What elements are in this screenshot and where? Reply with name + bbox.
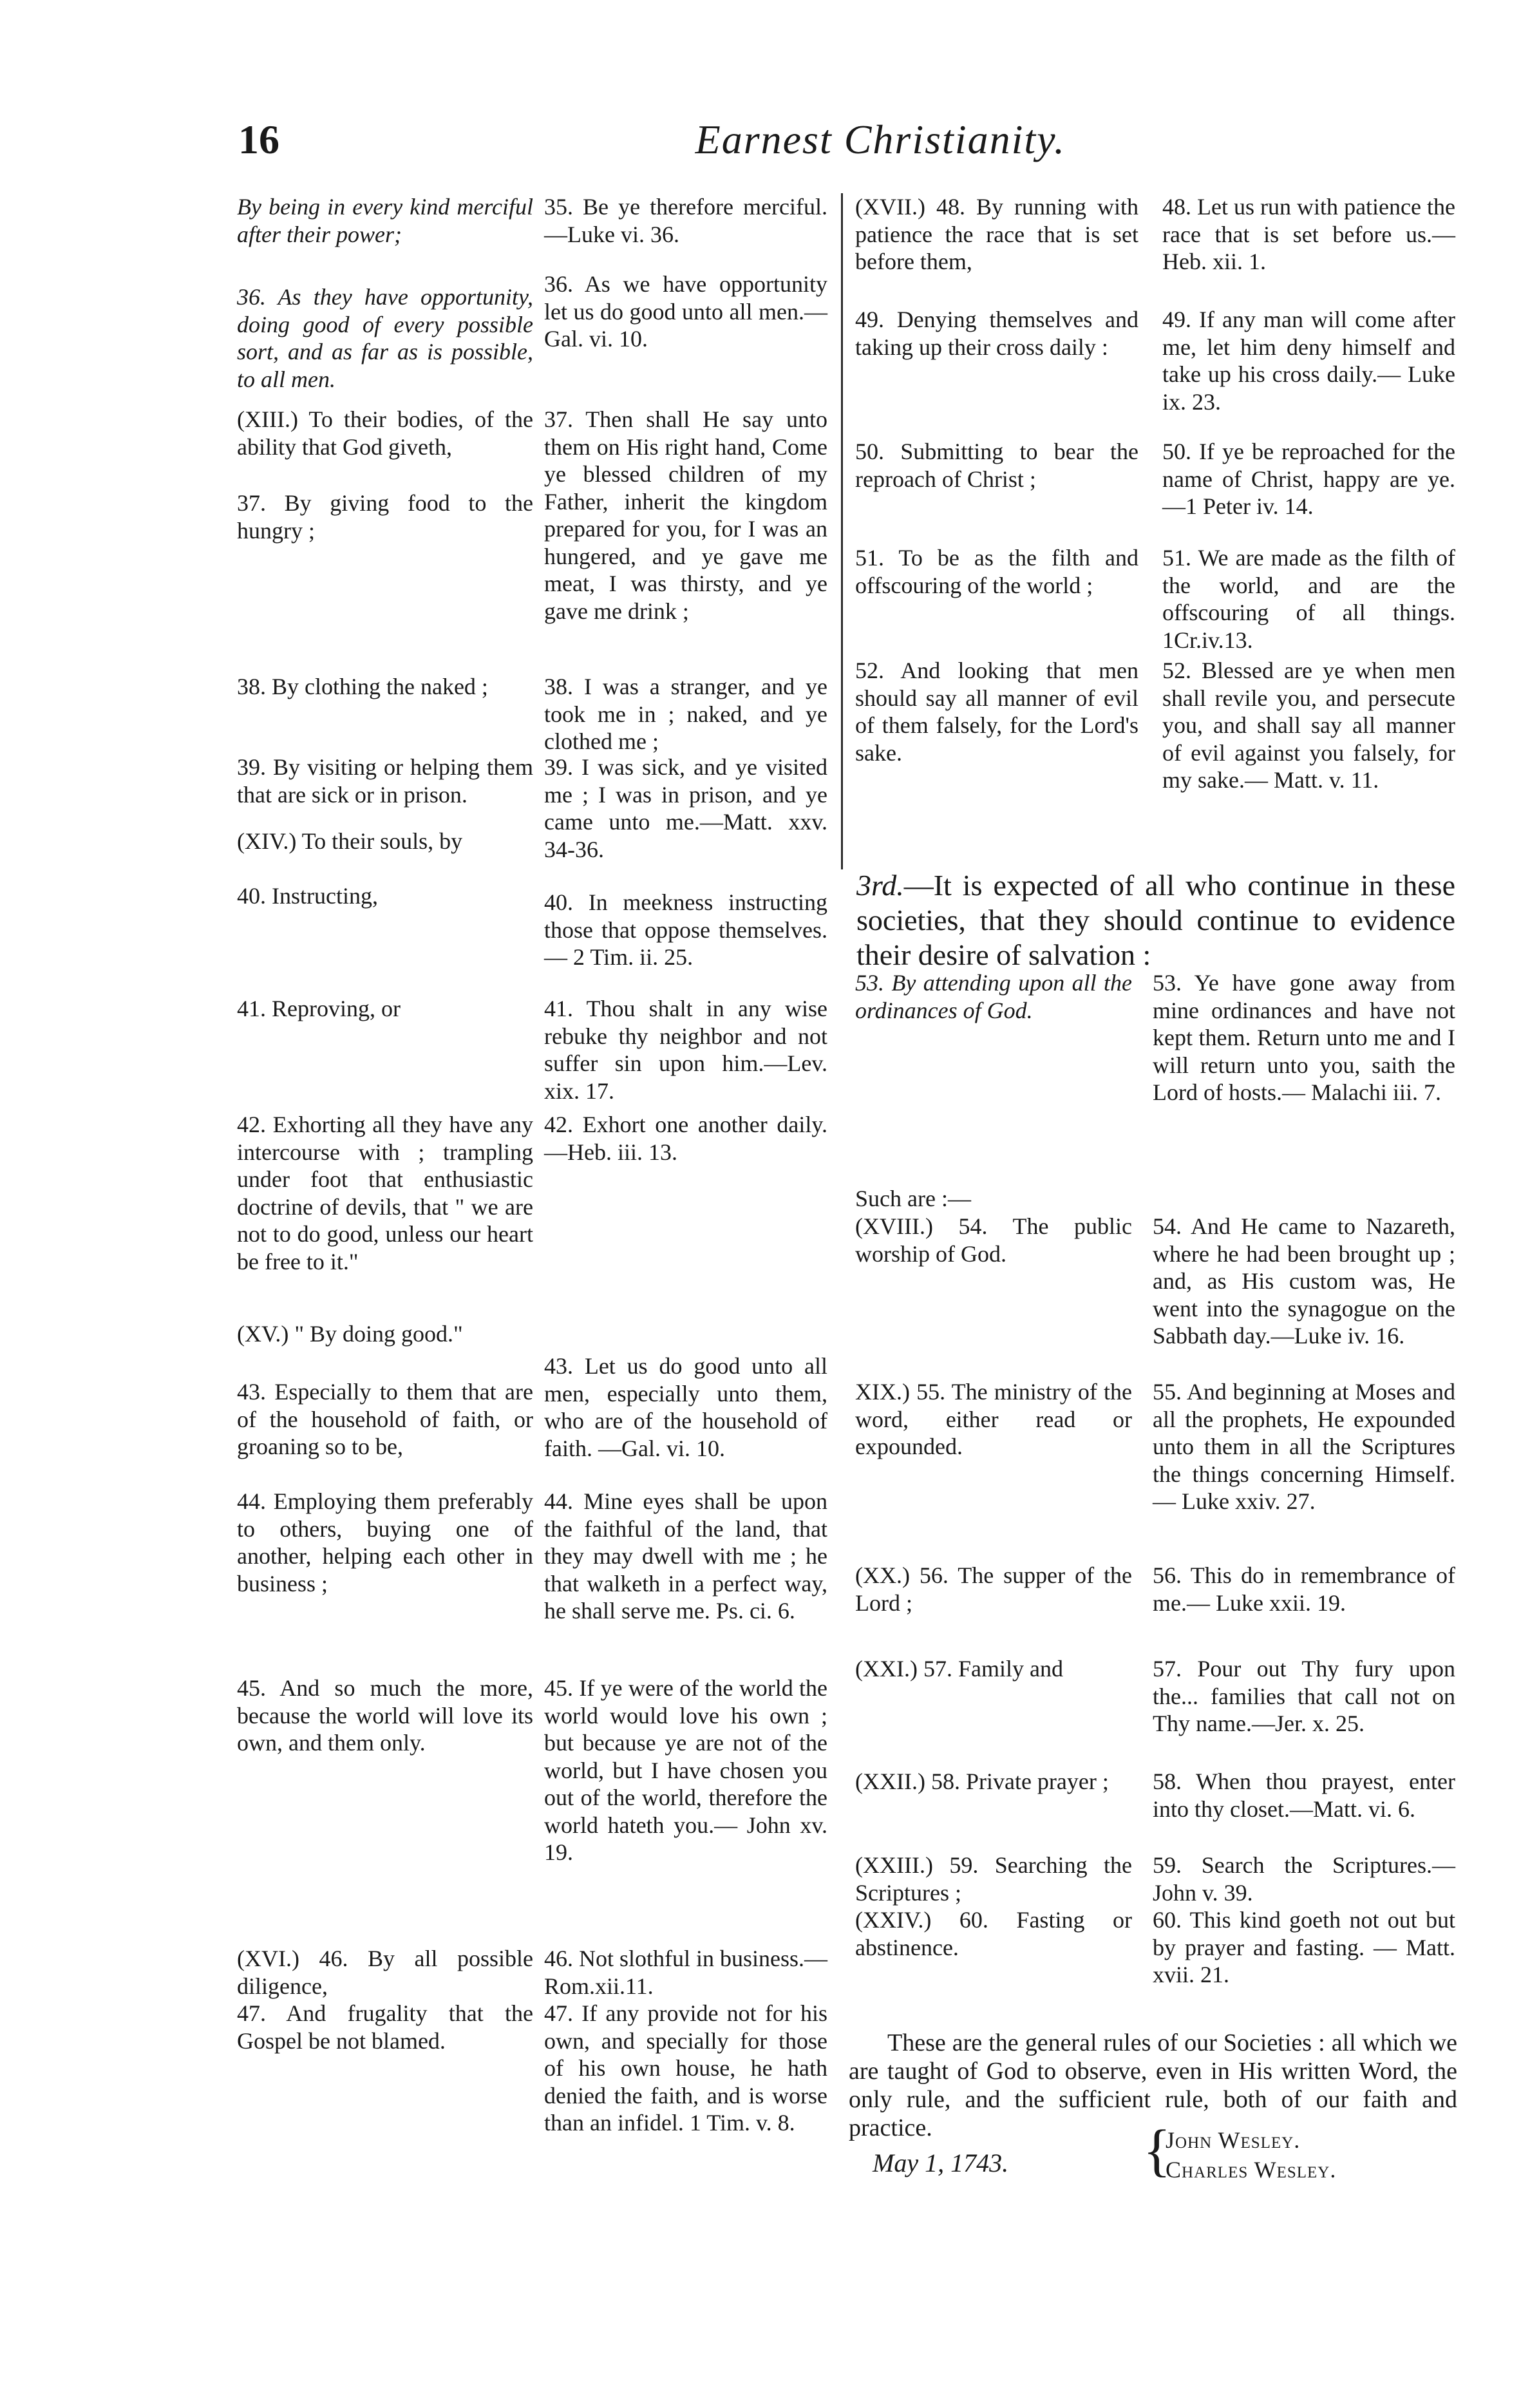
rule-entry: 36. As they have opportunity, doing good of every possible sort, and as far as is possible, to all men. <box>237 284 533 392</box>
signatories <box>1166 2125 1336 2185</box>
scripture-entry: 35. Be ye therefore merciful.—Luke vi. 36. <box>544 194 827 247</box>
rule-entry: 42. Exhorting all they have any intercourse with ; trampling under foot that enthusiastic doctrine of devils, that " we are not to do good, unless our heart be free to it." <box>237 1112 533 1275</box>
scripture-entry: 56. This do in remembrance of me.— Luke xxii. 19. <box>1153 1562 1455 1616</box>
scripture-entry: 47. If any provide not for his own, and specially for those of his own house, he hath denied the faith, and is worse than an infidel. 1 Tim. v. 8. <box>544 2000 827 2136</box>
rule-entry: (XXIV.) 60. Fasting or abstinence. <box>855 1907 1132 1960</box>
section-number: 3rd. <box>856 869 904 902</box>
rule-entry: 43. Especially to them that are of the household of faith, or groaning so to be, <box>237 1379 533 1459</box>
scripture-entry: 38. I was a stranger, and ye took me in ; naked, and ye clothed me ; <box>544 674 827 754</box>
rule-entry: 52. And looking that men should say all manner of evil of them falsely, for the Lord's sake. <box>855 658 1138 766</box>
rule-entry: Such are :— <box>855 1186 971 1211</box>
rule-entry: 37. By giving food to the hungry ; <box>237 490 533 544</box>
scripture-entry: 53. Ye have gone away from mine ordinances and have not kept them. Return unto me and I will return unto you, saith the Lord of hosts.— Malachi iii. 7. <box>1153 970 1455 1105</box>
running-title: Earnest Christianity. <box>695 117 1066 162</box>
rule-entry: (XIV.) To their souls, by <box>237 828 463 854</box>
rule-entry: By being in every kind merciful after their power; <box>237 194 533 247</box>
rule-entry: (XIII.) To their bodies, of the ability that God giveth, <box>237 406 533 460</box>
rule-entry: (XXII.) 58. Private prayer ; <box>855 1768 1109 1794</box>
rule-entry: (XVI.) 46. By all possible diligence, <box>237 1946 533 1999</box>
scripture-entry: 36. As we have opportunity let us do good unto all men.—Gal. vi. 10. <box>544 271 827 352</box>
signature-date: May 1, 1743. <box>873 2148 1009 2177</box>
rule-entry: 51. To be as the filth and offscouring of the world ; <box>855 545 1138 598</box>
scripture-entry: 41. Thou shalt in any wise rebuke thy neighbor and not suffer sin upon him.—Lev. xix. 17. <box>544 996 827 1104</box>
rule-entry: 38. By clothing the naked ; <box>237 674 488 699</box>
scripture-entry: 57. Pour out Thy fury upon the... families that call not on Thy name.—Jer. x. 25. <box>1153 1656 1455 1736</box>
rule-entry: (XX.) 56. The supper of the Lord ; <box>855 1562 1132 1616</box>
rule-entry: 41. Reproving, or <box>237 996 401 1021</box>
rule-entry: (XVIII.) 54. The public worship of God. <box>855 1213 1132 1267</box>
scripture-entry: 58. When thou prayest, enter into thy closet.—Matt. vi. 6. <box>1153 1768 1455 1822</box>
scripture-entry: 59. Search the Scriptures.—John v. 39. <box>1153 1852 1455 1906</box>
scripture-entry: 46. Not slothful in business.—Rom.xii.11. <box>544 1946 828 1999</box>
rule-entry: 49. Denying themselves and taking up their cross daily : <box>855 307 1138 360</box>
rule-entry: 39. By visiting or helping them that are sick or in prison. <box>237 754 533 808</box>
rule-entry: (XV.) " By doing good." <box>237 1321 463 1347</box>
scripture-entry: 44. Mine eyes shall be upon the faithful of the land, that they may dwell with me ; he that walketh in a perfect way, he shall serve me. Ps. ci. 6. <box>544 1488 827 1624</box>
scripture-entry: 37. Then shall He say unto them on His right hand, Come ye blessed children of my Father, inherit the kingdom prepared for you, for I was an hungered, and ye gave me meat, I was thirsty, and ye gave me drink ; <box>544 406 827 624</box>
signatory-name: Charles Wesley. <box>1166 2157 1337 2183</box>
rule-entry: 45. And so much the more, because the world will love its own, and them only. <box>237 1675 533 1756</box>
rule-entry: 47. And frugality that the Gospel be not blamed. <box>237 2000 533 2054</box>
scripture-entry: 52. Blessed are ye when men shall revile you, and persecute you, and shall say all manner of evil against you falsely, for my sake.— Matt. v. 11. <box>1162 658 1455 793</box>
page-number: 16 <box>238 117 279 162</box>
rule-entry: 53. By attending upon all the ordinances of God. <box>855 970 1132 1023</box>
rule-entry: 44. Employing them preferably to others, buying one of another, helping each other in business ; <box>237 1488 533 1597</box>
scripture-entry: 51. We are made as the filth of the world, and are the offscouring of all things. 1Cr.iv.13. <box>1162 545 1455 653</box>
rule-entry: (XVII.) 48. By running with patience the race that is set before them, <box>855 194 1138 274</box>
page-header <box>238 116 1066 174</box>
section-heading <box>856 868 1455 972</box>
rule-entry: 40. Instructing, <box>237 883 378 909</box>
signature-brace: { <box>1143 2119 1171 2183</box>
scripture-entry: 42. Exhort one another daily.—Heb. iii. 13. <box>544 1112 827 1165</box>
rule-entry: 50. Submitting to bear the reproach of Christ ; <box>855 439 1138 492</box>
column-divider <box>841 193 843 869</box>
rule-entry: (XXIII.) 59. Searching the Scriptures ; <box>855 1852 1132 1906</box>
scripture-entry: 39. I was sick, and ye visited me ; I was in prison, and ye came unto me.—Matt. xxv. 34-36. <box>544 754 827 862</box>
scripture-entry: 43. Let us do good unto all men, especially unto them, who are of the household of faith. —Gal. vi. 10. <box>544 1353 827 1461</box>
scripture-entry: 48. Let us run with patience the race that is set before us.—Heb. xii. 1. <box>1162 194 1455 274</box>
scripture-entry: 60. This kind goeth not out but by prayer and fasting. — Matt. xvii. 21. <box>1153 1907 1455 1987</box>
scripture-entry: 40. In meekness instructing those that oppose themselves. — 2 Tim. ii. 25. <box>544 889 827 970</box>
section-heading-text: —It is expected of all who continue in these societies, that they should continue to evidence their desire of salvation : <box>856 869 1455 971</box>
scripture-entry: 45. If ye were of the world the world would love his own ; but because ye are not of the world, but I have chosen you out of the world, therefore the world hateth you.— John xv. 19. <box>544 1675 827 1865</box>
rule-entry: XIX.) 55. The ministry of the word, either read or expounded. <box>855 1379 1132 1459</box>
signatory-name: John Wesley. <box>1166 2127 1301 2153</box>
closing-paragraph: These are the general rules of our Societies : all which we are taught of God to observe, even in His written Word, the only rule, and the sufficient rule, both of our faith and practice. <box>849 2029 1457 2141</box>
scripture-entry: 50. If ye be reproached for the name of Christ, happy are ye.—1 Peter iv. 14. <box>1162 439 1455 519</box>
scripture-entry: 54. And He came to Nazareth, where he had been brought up ; and, as His custom was, He went into the synagogue on the Sabbath day.—Luke iv. 16. <box>1153 1213 1455 1349</box>
rule-entry: (XXI.) 57. Family and <box>855 1656 1063 1682</box>
scripture-entry: 55. And beginning at Moses and all the prophets, He expounded unto them in all the Scriptures the things concerning Himself.— Luke xxiv. 27. <box>1153 1379 1455 1514</box>
scripture-entry: 49. If any man will come after me, let him deny himself and take up his cross daily.— Luke ix. 23. <box>1162 307 1455 415</box>
